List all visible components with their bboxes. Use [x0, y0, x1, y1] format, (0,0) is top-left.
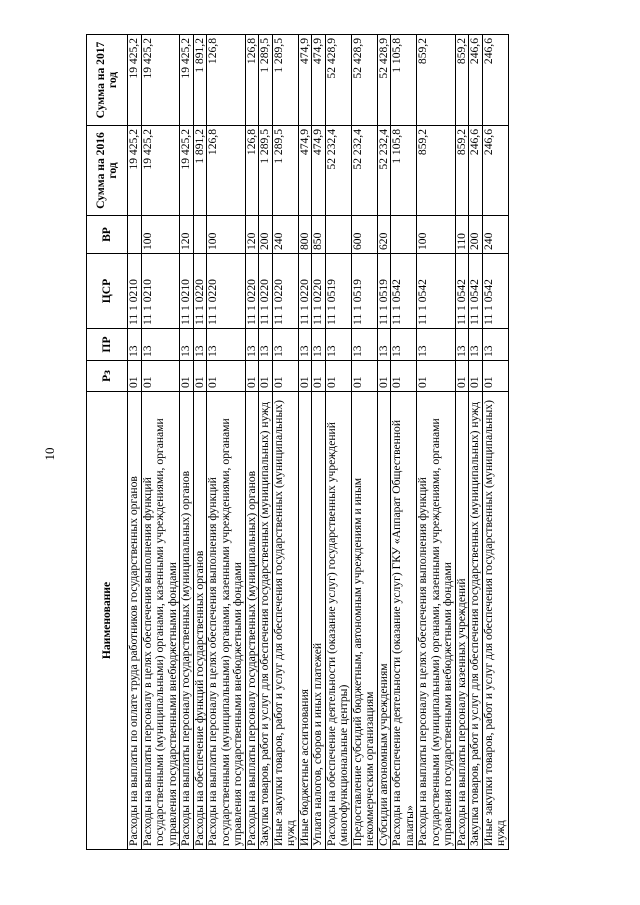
cell-csr: 11 1 0519	[377, 254, 391, 329]
cell-vr: 200	[469, 216, 483, 254]
table-row	[245, 35, 259, 850]
cell-name: Расходы на выплаты персоналу казенных учреждений	[455, 392, 469, 850]
cell-sum2017: 1 289,5	[259, 35, 273, 126]
cell-rz: 01	[272, 361, 298, 392]
cell-csr: 11 1 0220	[298, 254, 312, 329]
cell-rz: 01	[259, 361, 273, 392]
cell-pr: 13	[482, 329, 508, 361]
cell-sum2016: 1 289,5	[259, 126, 273, 216]
cell-name: Расходы на обеспечение деятельности (оказание услуг) ГКУ «Аппарат Общественной палаты»	[391, 392, 417, 850]
cell-sum2017: 19 425,2	[128, 35, 142, 126]
cell-sum2017: 246,6	[469, 35, 483, 126]
header-vr: ВР	[87, 216, 128, 254]
cell-csr: 11 1 0542	[417, 254, 456, 329]
page-number: 10	[42, 447, 57, 461]
cell-name: Расходы на выплаты по оплате труда работников государственных органов	[128, 392, 142, 850]
cell-csr: 11 1 0542	[391, 254, 417, 329]
cell-csr: 11 1 0210	[141, 254, 180, 329]
cell-vr: 110	[455, 216, 469, 254]
cell-pr: 13	[469, 329, 483, 361]
cell-sum2016: 859,2	[455, 126, 469, 216]
header-rz: Рз	[87, 361, 128, 392]
cell-sum2017: 52 428,9	[325, 35, 351, 126]
cell-sum2017: 126,8	[207, 35, 246, 126]
cell-vr: 600	[351, 216, 377, 254]
cell-sum2016: 1 105,8	[391, 126, 417, 216]
cell-name: Иные бюджетные ассигнования	[298, 392, 312, 850]
cell-sum2017: 246,6	[482, 35, 508, 126]
cell-vr: 800	[298, 216, 312, 254]
table-row	[207, 35, 246, 850]
cell-vr	[193, 216, 207, 254]
table-row	[193, 35, 207, 850]
cell-name: Уплата налогов, сборов и иных платежей	[312, 392, 326, 850]
table-row	[325, 35, 351, 850]
cell-vr	[391, 216, 417, 254]
header-name: Наименование	[87, 392, 128, 850]
cell-sum2016: 126,8	[245, 126, 259, 216]
cell-sum2017: 52 428,9	[351, 35, 377, 126]
cell-vr: 200	[259, 216, 273, 254]
cell-name: Расходы на обеспечение функций государственных органов	[193, 392, 207, 850]
cell-pr: 13	[298, 329, 312, 361]
cell-sum2016: 52 232,4	[325, 126, 351, 216]
cell-vr: 120	[180, 216, 194, 254]
cell-pr: 13	[312, 329, 326, 361]
table-row	[128, 35, 142, 850]
cell-csr: 11 1 0220	[207, 254, 246, 329]
cell-sum2016: 52 232,4	[377, 126, 391, 216]
cell-sum2016: 246,6	[469, 126, 483, 216]
cell-sum2017: 859,2	[417, 35, 456, 126]
cell-pr: 13	[207, 329, 246, 361]
cell-name: Расходы на выплаты персоналу в целях обеспечения выполнения функций государственными (муниципальными) органами, казенными учреждениями, органами управления государственными внебюджетными фондами	[141, 392, 180, 850]
cell-name: Иные закупки товаров, работ и услуг для обеспечения государственных (муниципальных) нужд	[272, 392, 298, 850]
cell-vr: 240	[482, 216, 508, 254]
cell-name: Расходы на выплаты персоналу в целях обеспечения выполнения функций государственными (муниципальными) органами, казенными учреждениями, органами управления государственными внебюджетными фондами	[207, 392, 246, 850]
cell-pr: 13	[128, 329, 142, 361]
cell-sum2016: 859,2	[417, 126, 456, 216]
cell-sum2016: 474,9	[298, 126, 312, 216]
table-body	[128, 35, 509, 850]
cell-sum2016: 474,9	[312, 126, 326, 216]
table-row	[298, 35, 312, 850]
cell-name: Расходы на выплаты персоналу государственных (муниципальных) органов	[180, 392, 194, 850]
cell-sum2016: 1 289,5	[272, 126, 298, 216]
cell-csr: 11 1 0542	[455, 254, 469, 329]
cell-vr	[128, 216, 142, 254]
cell-name: Расходы на выплаты персоналу в целях обеспечения выполнения функций государственными (муниципальными) органами, казенными учреждениями, органами управления государственными внебюджетными фондами	[417, 392, 456, 850]
cell-rz: 01	[298, 361, 312, 392]
cell-pr: 13	[377, 329, 391, 361]
cell-pr: 13	[272, 329, 298, 361]
cell-sum2016: 1 891,2	[193, 126, 207, 216]
cell-pr: 13	[351, 329, 377, 361]
cell-name: Субсидии автономным учреждениям	[377, 392, 391, 850]
cell-vr: 240	[272, 216, 298, 254]
table-row	[469, 35, 483, 850]
budget-table	[86, 34, 509, 850]
cell-vr: 120	[245, 216, 259, 254]
cell-rz: 01	[325, 361, 351, 392]
cell-sum2016: 126,8	[207, 126, 246, 216]
header-csr: ЦСР	[87, 254, 128, 329]
cell-csr: 11 1 0220	[193, 254, 207, 329]
cell-sum2017: 52 428,9	[377, 35, 391, 126]
cell-vr: 100	[141, 216, 180, 254]
cell-name: Закупка товаров, работ и услуг для обеспечения государственных (муниципальных) нужд	[469, 392, 483, 850]
cell-vr: 100	[417, 216, 456, 254]
table-row	[417, 35, 456, 850]
cell-sum2017: 19 425,2	[180, 35, 194, 126]
cell-vr	[325, 216, 351, 254]
cell-rz: 01	[128, 361, 142, 392]
cell-pr: 13	[193, 329, 207, 361]
cell-rz: 01	[455, 361, 469, 392]
cell-pr: 13	[245, 329, 259, 361]
cell-rz: 01	[245, 361, 259, 392]
cell-csr: 11 1 0519	[325, 254, 351, 329]
cell-rz: 01	[391, 361, 417, 392]
cell-rz: 01	[193, 361, 207, 392]
rotated-table-container	[86, 35, 614, 850]
cell-sum2017: 474,9	[312, 35, 326, 126]
cell-rz: 01	[312, 361, 326, 392]
cell-pr: 13	[141, 329, 180, 361]
cell-vr: 850	[312, 216, 326, 254]
table-row	[180, 35, 194, 850]
cell-rz: 01	[417, 361, 456, 392]
table-row	[377, 35, 391, 850]
cell-pr: 13	[325, 329, 351, 361]
cell-vr: 620	[377, 216, 391, 254]
table-row	[391, 35, 417, 850]
cell-rz: 01	[351, 361, 377, 392]
cell-sum2017: 126,8	[245, 35, 259, 126]
cell-sum2017: 474,9	[298, 35, 312, 126]
cell-sum2016: 19 425,2	[141, 126, 180, 216]
cell-name: Предоставление субсидий бюджетным, автономным учреждениям и иным некоммерческим организациям	[351, 392, 377, 850]
cell-csr: 11 1 0542	[469, 254, 483, 329]
table-row	[312, 35, 326, 850]
header-sum2016: Сумма на 2016 год	[87, 126, 128, 216]
header-sum2017: Сумма на 2017 год	[87, 35, 128, 126]
cell-pr: 13	[391, 329, 417, 361]
cell-sum2016: 246,6	[482, 126, 508, 216]
cell-name: Закупка товаров, работ и услуг для обеспечения государственных (муниципальных) нужд	[259, 392, 273, 850]
cell-sum2017: 1 105,8	[391, 35, 417, 126]
header-pr: ПР	[87, 329, 128, 361]
cell-csr: 11 1 0519	[351, 254, 377, 329]
cell-vr: 100	[207, 216, 246, 254]
cell-pr: 13	[259, 329, 273, 361]
cell-rz: 01	[377, 361, 391, 392]
table-row	[141, 35, 180, 850]
cell-name: Иные закупки товаров, работ и услуг для обеспечения государственных (муниципальных) нужд	[482, 392, 508, 850]
cell-pr: 13	[455, 329, 469, 361]
cell-csr: 11 1 0220	[312, 254, 326, 329]
cell-sum2017: 19 425,2	[141, 35, 180, 126]
cell-rz: 01	[469, 361, 483, 392]
cell-csr: 11 1 0542	[482, 254, 508, 329]
table-row	[455, 35, 469, 850]
cell-rz: 01	[207, 361, 246, 392]
table-row	[351, 35, 377, 850]
cell-sum2016: 52 232,4	[351, 126, 377, 216]
cell-pr: 13	[417, 329, 456, 361]
cell-csr: 11 1 0220	[272, 254, 298, 329]
cell-csr: 11 1 0210	[128, 254, 142, 329]
table-row	[259, 35, 273, 850]
table-row	[482, 35, 508, 850]
cell-rz: 01	[180, 361, 194, 392]
cell-sum2017: 859,2	[455, 35, 469, 126]
cell-sum2017: 1 289,5	[272, 35, 298, 126]
cell-csr: 11 1 0210	[180, 254, 194, 329]
cell-name: Расходы на выплаты персоналу государственных (муниципальных) органов	[245, 392, 259, 850]
cell-sum2016: 19 425,2	[128, 126, 142, 216]
table-row	[272, 35, 298, 850]
header-row	[87, 35, 128, 850]
cell-name: Расходы на обеспечение деятельности (оказание услуг) государственных учреждений (многофункциональные центры)	[325, 392, 351, 850]
cell-csr: 11 1 0220	[259, 254, 273, 329]
cell-rz: 01	[141, 361, 180, 392]
cell-csr: 11 1 0220	[245, 254, 259, 329]
cell-rz: 01	[482, 361, 508, 392]
cell-pr: 13	[180, 329, 194, 361]
cell-sum2016: 19 425,2	[180, 126, 194, 216]
cell-sum2017: 1 891,2	[193, 35, 207, 126]
